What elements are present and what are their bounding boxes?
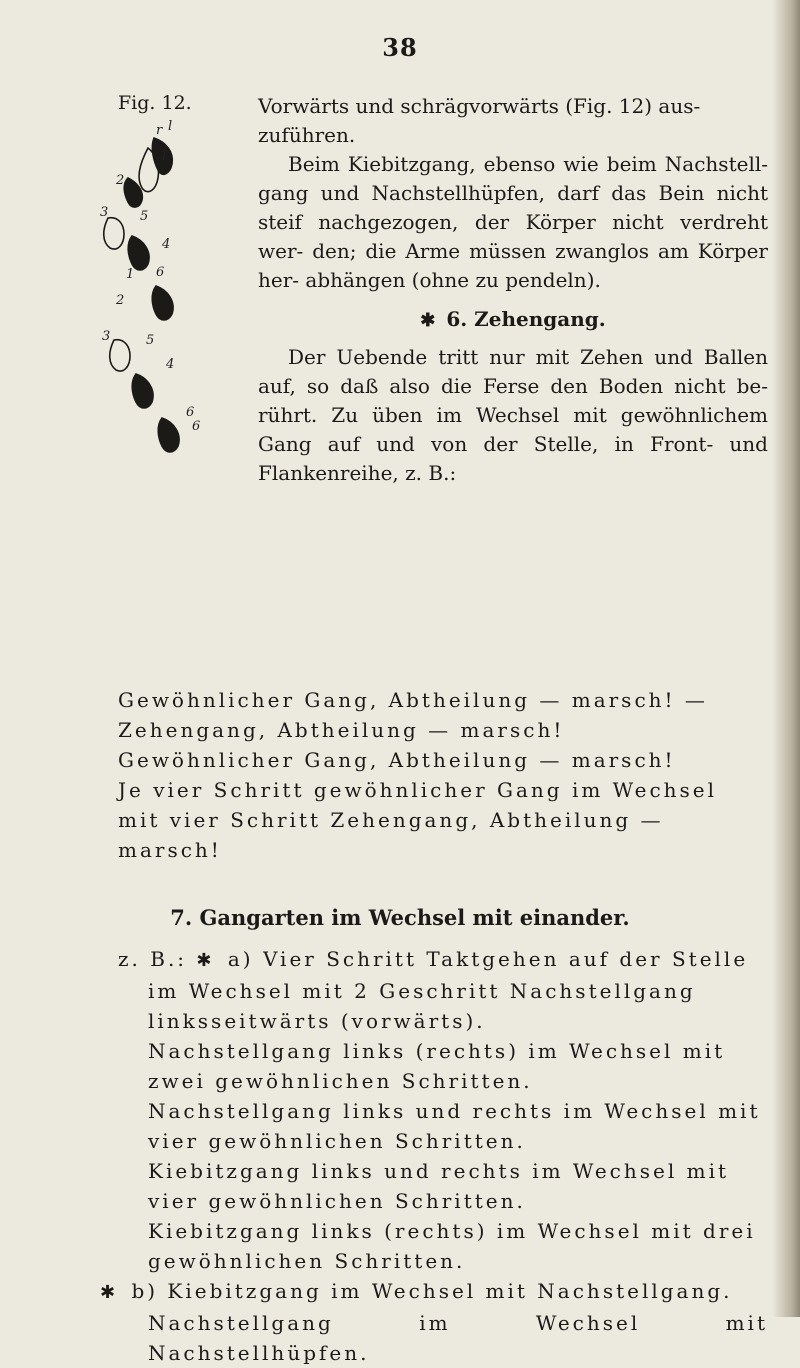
section-6-heading: [258, 307, 768, 331]
command-line-5: mit vier Schritt Zehengang, Abtheilung —: [118, 808, 664, 832]
intro-line-2: zuführen.: [258, 123, 356, 147]
section-7-body: [100, 944, 768, 1368]
list-item-3-line-1: Kiebitzgang links und rechts im Wechsel mit: [148, 1159, 730, 1183]
intro-column: [258, 92, 768, 488]
list-item-4-line-1: Kiebitzgang links (rechts) im Wechsel mit drei: [148, 1219, 756, 1243]
list-item-1-line-1: Nachstellgang links (rechts) im Wechsel mit: [148, 1039, 726, 1063]
section-7-a-line-3: linksseitwärts (vorwärts).: [148, 1009, 486, 1033]
mark-2b: 2: [116, 293, 125, 308]
section-6-paragraph: Der Uebende tritt nur mit Zehen und Ballen auf, so daß also die Ferse den Boden nicht be- rührt. Zu üben im Wechsel mit gewöhnlichem Gang auf und von der Stelle, in Front- und Flankenreihe, z. B.:: [258, 345, 768, 485]
footprint-filled: [132, 374, 153, 408]
item-a-text-1: Vier Schritt Taktgehen auf der Stelle: [262, 947, 749, 971]
section-7-a-line-2: im Wechsel mit 2 Geschritt Nachstellgang: [148, 979, 696, 1003]
section-7-b-line-1: [100, 1276, 768, 1308]
command-line-2: Zehengang, Abtheilung — marsch!: [118, 718, 565, 742]
mark-6c: 6: [192, 419, 201, 434]
footprint-outline: [110, 340, 130, 371]
list-item-1-line-2: zwei gewöhnlichen Schritten.: [148, 1069, 533, 1093]
footprint-filled: [128, 236, 149, 270]
item-b-label: b): [131, 1279, 159, 1303]
star-icon: ✱: [100, 1282, 119, 1303]
command-line-1: Gewöhnlicher Gang, Abtheilung — marsch! —: [118, 688, 708, 712]
footprint-diagram: [96, 118, 246, 478]
item-b-text-1: Kiebitzgang im Wechsel mit Nachstellgang.: [167, 1279, 733, 1303]
section-7-a-line-1: [118, 944, 768, 976]
section-7-b-line-2: Nachstellgang im Wechsel mit Nachstellhüpfen.: [148, 1311, 768, 1365]
example-prefix: z. B.:: [118, 947, 188, 971]
section-7-title: 7. Gangarten im Wechsel mit einander.: [170, 905, 630, 930]
mark-l: l: [168, 119, 173, 134]
star-icon: ✱: [196, 950, 215, 971]
list-item-3-line-2: vier gewöhnlichen Schritten.: [148, 1189, 526, 1213]
figure-label: Fig. 12.: [118, 92, 192, 114]
list-item-4-line-2: gewöhnlichen Schritten.: [148, 1249, 466, 1273]
mark-5b: 5: [146, 333, 155, 348]
mark-6a: 6: [156, 265, 165, 280]
footprint-outline: [104, 218, 124, 249]
mark-3a: 3: [100, 205, 109, 220]
mark-6b: 6: [186, 405, 195, 420]
intro-line-1: Vorwärts und schrägvorwärts (Fig. 12) aus-: [258, 94, 701, 118]
item-a-label: a): [227, 947, 254, 971]
page-edge-shadow: [772, 0, 800, 1317]
mark-2a: 2: [116, 173, 125, 188]
mark-4b: 4: [166, 357, 175, 372]
intro-paragraph-2: Beim Kiebitzgang, ebenso wie beim Nachstell- gang und Nachstellhüpfen, darf das Bein nicht steif nachgezogen, der Körper nicht verdreht wer- den; die Arme müssen zwanglos am Körper her- abhängen (ohne zu pendeln).: [258, 152, 768, 292]
mark-3b: 3: [102, 329, 111, 344]
command-line-3: Gewöhnlicher Gang, Abtheilung — marsch!: [118, 748, 676, 772]
list-item-2-line-1: Nachstellgang links und rechts im Wechsel mit: [148, 1099, 761, 1123]
command-line-6: marsch!: [118, 838, 222, 862]
command-line-4: Je vier Schritt gewöhnlicher Gang im Wechsel: [118, 778, 718, 802]
mark-1a: 1: [160, 149, 169, 164]
footprint-filled: [152, 286, 173, 320]
mark-5a: 5: [140, 209, 149, 224]
star-icon: ✱: [420, 310, 436, 331]
footprint-filled: [158, 418, 179, 452]
section-6-title: 6. Zehengang.: [446, 307, 606, 331]
mark-1b: 1: [126, 267, 135, 282]
command-block: [118, 685, 768, 865]
mark-4a: 4: [162, 237, 171, 252]
page-number: 38: [382, 33, 418, 62]
list-item-2-line-2: vier gewöhnlichen Schritten.: [148, 1129, 526, 1153]
mark-r: r: [156, 123, 163, 138]
